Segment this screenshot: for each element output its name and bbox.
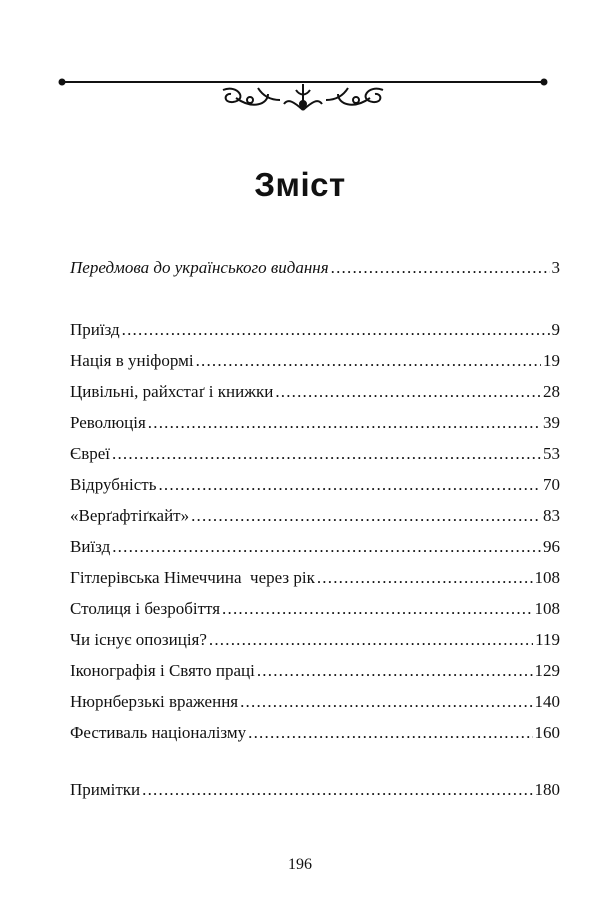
- toc-entry-label: Цивільні, райхстаґ і книжки: [70, 382, 274, 401]
- page-title: Зміст: [254, 166, 346, 203]
- toc-entry: [70, 475, 560, 499]
- toc-entry: [70, 320, 560, 344]
- toc-entry: [70, 599, 560, 623]
- toc-entry-label: Євреї: [70, 444, 111, 463]
- dot-leader: [112, 444, 541, 464]
- page-number: 196: [288, 856, 312, 873]
- toc-entry-page: 96: [543, 537, 560, 556]
- toc-entry-label: Нюрнберзькі враження: [70, 692, 239, 711]
- toc-entry: [70, 506, 560, 530]
- decorative-divider-ornament: [58, 60, 548, 120]
- toc-entry-label: Чи існує опозиція?: [70, 630, 207, 649]
- toc-entry-label: Нація в уніформі: [70, 351, 194, 370]
- dot-leader: [158, 475, 541, 495]
- toc-entry-page: 160: [534, 723, 560, 742]
- dot-leader: [142, 780, 532, 800]
- dot-leader: [122, 320, 550, 340]
- toc-entry-label: Революція: [70, 413, 146, 432]
- toc-entry-page: 108: [534, 599, 560, 618]
- dot-leader: [257, 661, 533, 681]
- dot-leader: [317, 568, 533, 588]
- toc-entry-label: Столиця і безробіття: [70, 599, 221, 618]
- toc-entry-page: 129: [534, 661, 560, 680]
- dot-leader: [331, 258, 550, 278]
- toc-entry: [70, 382, 560, 406]
- toc-entry-preface: [70, 258, 560, 282]
- dot-leader: [148, 413, 541, 433]
- toc-entry: [70, 413, 560, 437]
- toc-entry: [70, 537, 560, 561]
- dot-leader: [196, 351, 541, 371]
- dot-leader: [248, 723, 532, 743]
- toc-entry-page: 39: [543, 413, 560, 432]
- toc-entry-page: 140: [534, 692, 560, 711]
- toc-entry-page: 108: [534, 568, 560, 587]
- toc-entry-label: Іконографія і Свято праці: [70, 661, 255, 680]
- toc-entry-label: Виїзд: [70, 537, 111, 556]
- toc-entry-label: Передмова до українського видання: [70, 258, 329, 277]
- toc-entry-label: Відрубність: [70, 475, 157, 494]
- toc-entry-page: 70: [543, 475, 560, 494]
- toc-entry-label: Фестиваль націоналізму: [70, 723, 247, 742]
- dot-leader: [222, 599, 532, 619]
- toc-entry: [70, 630, 560, 654]
- toc-entry-page: 180: [534, 780, 560, 799]
- toc-entry: [70, 568, 560, 592]
- dot-leader: [209, 630, 533, 650]
- toc-entry-label: Гітлерівська Німеччина через рік: [70, 568, 315, 587]
- toc-entry-page: 9: [551, 320, 560, 339]
- toc-entry-label: Примітки: [70, 780, 141, 799]
- dot-leader: [112, 537, 541, 557]
- toc-entry-label: Приїзд: [70, 320, 120, 339]
- dot-leader: [240, 692, 532, 712]
- dot-leader: [275, 382, 541, 402]
- toc-entry: [70, 444, 560, 468]
- toc-entry: [70, 661, 560, 685]
- toc-entry-page: 119: [535, 630, 560, 649]
- toc-entry-page: 53: [543, 444, 560, 463]
- toc-entry-page: 28: [543, 382, 560, 401]
- toc-entry: [70, 692, 560, 716]
- toc-entry: [70, 351, 560, 375]
- toc-entry-page: 19: [543, 351, 560, 370]
- dot-leader: [191, 506, 541, 526]
- toc-entry-page: 83: [543, 506, 560, 525]
- toc-entry-page: 3: [551, 258, 560, 277]
- toc-entry-label: «Верґафтіґкайт»: [70, 506, 190, 525]
- toc-entry-notes: [70, 780, 560, 804]
- toc-entry: [70, 723, 560, 747]
